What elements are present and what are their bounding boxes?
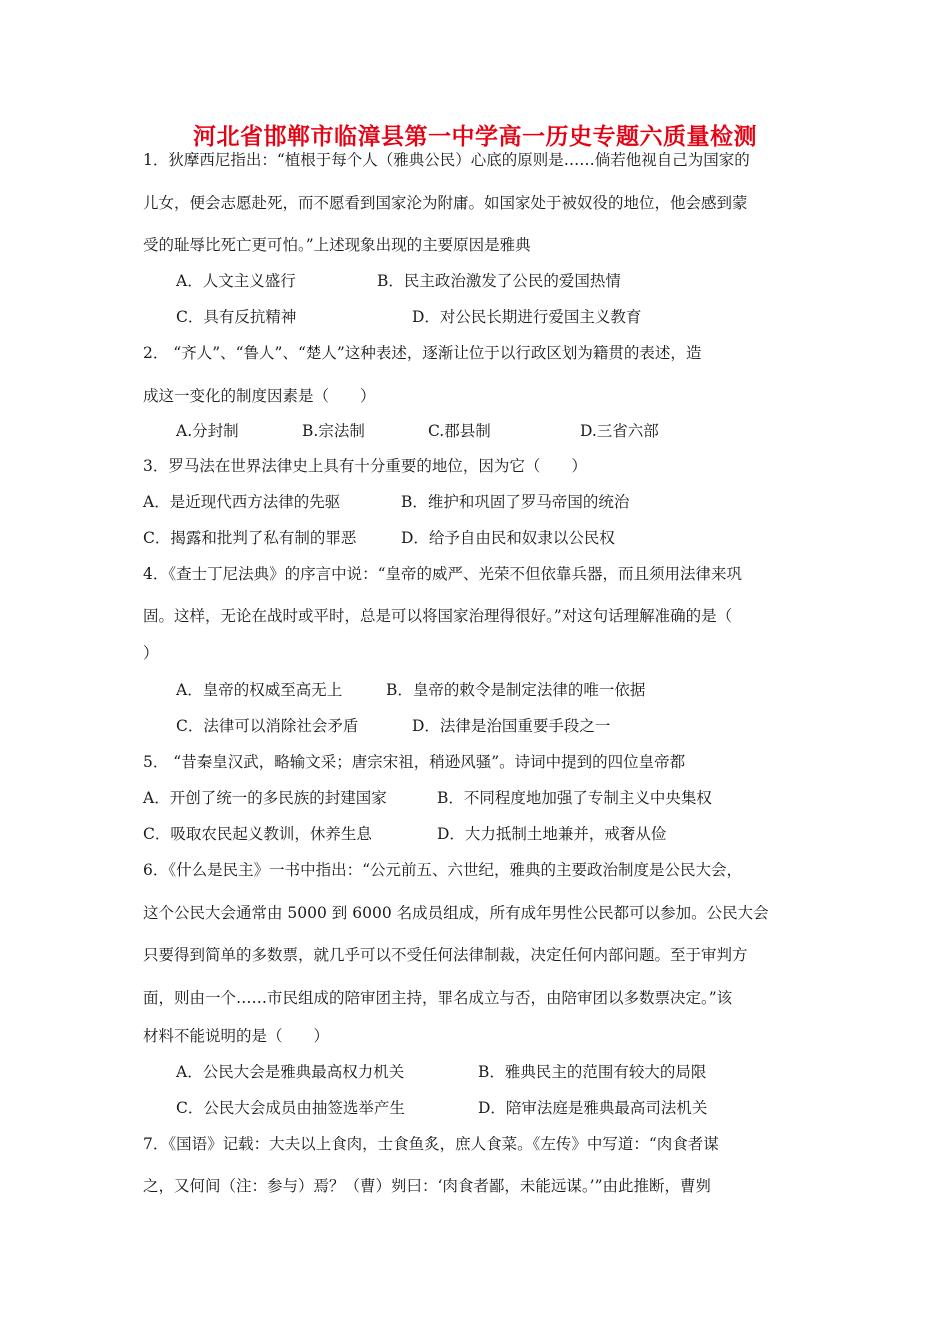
- question-4-option-a: A．皇帝的权威至高无上: [176, 681, 343, 699]
- question-1-options-row-2: [0, 307, 950, 327]
- question-2-option-d: D.三省六部: [580, 422, 659, 440]
- question-6-stem-line-4: 面，则由一个……市民组成的陪审团主持，罪名成立与否，由陪审团以多数票决定。”该: [143, 989, 733, 1007]
- question-7-stem-line-1: 7．《国语》记载：大夫以上食肉，士食鱼炙，庶人食菜。《左传》中写道：“肉食者谋: [143, 1135, 719, 1153]
- question-4-options-row-1: [0, 680, 950, 700]
- question-5-option-a: A．开创了统一的多民族的封建国家: [143, 789, 387, 807]
- question-3-options-row-1: [0, 492, 950, 512]
- question-6-stem-line-3: 只要得到简单的多数票，就几乎可以不受任何法律制裁，决定任何内部问题。至于审判方: [143, 946, 748, 964]
- question-4-stem-line-2: 固。这样，无论在战时或平时，总是可以将国家治理得很好。”对这句话理解准确的是（: [143, 607, 733, 625]
- question-6-stem-line-5: 材料不能说明的是（ ）: [143, 1027, 330, 1045]
- question-6-stem-line-2: 这个公民大会通常由 5000 到 6000 名成员组成，所有成年男性公民都可以参加。公民大会: [143, 904, 769, 922]
- question-4-option-c: C．法律可以消除社会矛盾: [176, 717, 359, 735]
- question-7-stem-line-2: 之，又何间（注：参与）焉？（曹）刿曰：‘肉食者鄙，未能远谋。’”由此推断，曹刿: [143, 1177, 712, 1195]
- question-1-options-row-1: [0, 271, 950, 291]
- question-3-option-c: C．揭露和批判了私有制的罪恶: [143, 529, 357, 547]
- question-4-options-row-2: [0, 716, 950, 736]
- question-3-option-a: A．是近现代西方法律的先驱: [143, 493, 341, 511]
- question-3-option-b: B．维护和巩固了罗马帝国的统治: [401, 493, 630, 511]
- document-title: 河北省邯郸市临漳县第一中学高一历史专题六质量检测: [193, 123, 757, 150]
- question-1-option-b: B．民主政治激发了公民的爱国热情: [377, 272, 621, 290]
- question-5-options-row-1: [0, 788, 950, 808]
- question-1-stem-line-3: 受的耻辱比死亡更可怕。”上述现象出现的主要原因是雅典: [143, 236, 531, 254]
- question-1-stem-line-2: 儿女，便会志愿赴死，而不愿看到国家沦为附庸。如国家处于被奴役的地位，他会感到蒙: [143, 194, 748, 212]
- question-5-option-c: C．吸取农民起义教训，休养生息: [143, 825, 372, 843]
- question-2-option-b: B.宗法制: [302, 422, 365, 440]
- question-5-options-row-2: [0, 824, 950, 844]
- question-5-stem-line-1: 5． “昔秦皇汉武，略输文采；唐宗宋祖，稍逊风骚”。诗词中提到的四位皇帝都: [143, 753, 686, 771]
- question-4-option-b: B．皇帝的敕令是制定法律的唯一依据: [386, 681, 646, 699]
- question-6-stem-line-1: 6．《什么是民主》一书中指出：“公元前五、六世纪，雅典的主要政治制度是公民大会，: [143, 861, 743, 879]
- question-6-option-a: A．公民大会是雅典最高权力机关: [176, 1063, 405, 1081]
- question-2-stem-line-1: 2． “齐人”、“鲁人”、“楚人”这种表述，逐渐让位于以行政区划为籍贯的表述，造: [143, 344, 702, 362]
- question-4-stem-line-3: ）: [143, 644, 159, 662]
- question-5-option-b: B．不同程度地加强了专制主义中央集权: [437, 789, 712, 807]
- question-1-option-d: D．对公民长期进行爱国主义教育: [412, 308, 642, 326]
- question-3-options-row-2: [0, 528, 950, 548]
- question-6-options-row-1: [0, 1062, 950, 1082]
- question-4-stem-line-1: 4．《查士丁尼法典》的序言中说：“皇帝的威严、光荣不但依靠兵器，而且须用法律来巩: [143, 565, 743, 583]
- question-4-option-d: D．法律是治国重要手段之一: [412, 717, 611, 735]
- question-2-option-a: A.分封制: [176, 422, 239, 440]
- question-6-option-c: C．公民大会成员由抽签选举产生: [176, 1099, 405, 1117]
- question-2-option-c: C.郡县制: [428, 422, 491, 440]
- question-6-option-b: B．雅典民主的范围有较大的局限: [478, 1063, 707, 1081]
- question-3-option-d: D．给予自由民和奴隶以公民权: [401, 529, 615, 547]
- question-2-stem-line-2: 成这一变化的制度因素是（ ）: [143, 387, 376, 405]
- question-1-option-c: C．具有反抗精神: [176, 308, 297, 326]
- question-2-options-row: [0, 421, 950, 441]
- question-5-option-d: D．大力抵制土地兼并，戒奢从俭: [437, 825, 667, 843]
- question-1-option-a: A．人文主义盛行: [176, 272, 296, 290]
- question-3-stem-line-1: 3．罗马法在世界法律史上具有十分重要的地位，因为它（ ）: [143, 457, 587, 475]
- question-6-option-d: D．陪审法庭是雅典最高司法机关: [478, 1099, 708, 1117]
- question-6-options-row-2: [0, 1098, 950, 1118]
- question-1-stem-line-1: 1．狄摩西尼指出：“植根于每个人（雅典公民）心底的原则是……倘若他视自己为国家的: [143, 151, 750, 169]
